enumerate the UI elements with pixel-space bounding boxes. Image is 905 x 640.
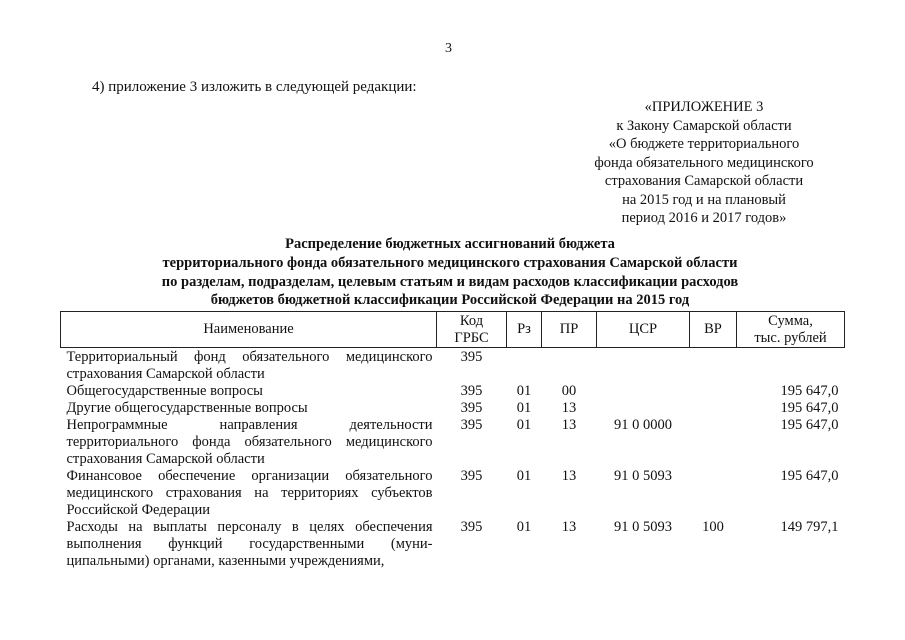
cell-csr: 91 0 5093 — [614, 519, 672, 535]
page-number: 3 — [445, 41, 452, 56]
cell-sum — [737, 348, 845, 384]
cell-rz: 01 — [516, 383, 532, 399]
cell-name: Территориальный фонд обязательного медицинского страхования Самарской области — [66, 349, 433, 382]
header-name: Наименование — [61, 312, 437, 348]
cell-pr: 13 — [561, 468, 577, 484]
cell-vr — [690, 400, 737, 417]
cell-grbs: 395 — [460, 383, 483, 399]
appendix-line: к Закону Самарской области — [616, 117, 792, 134]
cell-csr: 91 0 5093 — [614, 468, 672, 484]
cell-pr: 13 — [561, 519, 577, 535]
table-row — [61, 519, 845, 570]
cell-rz: 01 — [516, 400, 532, 416]
cell-rz: 01 — [516, 519, 532, 535]
appendix-line: «О бюджете территориального — [608, 136, 800, 152]
cell-grbs: 395 — [460, 519, 483, 535]
header-csr: ЦСР — [597, 312, 690, 348]
header-vr: ВР — [690, 312, 737, 348]
appendix-line: период 2016 и 2017 годов» — [621, 210, 787, 226]
cell-rz: 01 — [516, 468, 532, 484]
heading-line: территориального фонда обязательного медицинского страхования Самарской области — [162, 254, 738, 271]
cell-name: Другие общегосударственные вопросы — [66, 400, 308, 416]
intro-text: 4) приложение 3 изложить в следующей редакции: — [92, 79, 417, 95]
cell-pr: 13 — [561, 400, 577, 416]
header-sum-line: тыс. рублей — [754, 329, 827, 346]
table-row — [61, 468, 845, 519]
cell-sum: 195 647,0 — [780, 400, 839, 416]
heading-line: по разделам, подразделам, целевым статьям и видам расходов классификации расходов — [161, 273, 739, 290]
cell-csr: 91 0 0000 — [614, 417, 672, 433]
cell-vr — [690, 417, 737, 468]
cell-name: Общегосударственные вопросы — [66, 383, 263, 399]
header-sum-line: Сумма, — [768, 312, 813, 329]
cell-csr — [597, 383, 690, 400]
cell-sum: 195 647,0 — [780, 468, 839, 484]
table-row — [61, 417, 845, 468]
table-row — [61, 383, 845, 400]
appendix-line: страхования Самарской области — [604, 173, 804, 189]
cell-csr — [597, 400, 690, 417]
cell-name: Непрограммные направления деятельности территориального фонда обязательного медицинского страхования Самарской области — [66, 417, 433, 467]
cell-sum: 195 647,0 — [780, 383, 839, 399]
cell-csr — [597, 348, 690, 384]
cell-name: Финансовое обеспечение организации обязательного медицинского страхования на территориях субъектов Российской Федерации — [66, 468, 433, 518]
header-rz: Рз — [507, 312, 542, 348]
appendix-block — [552, 98, 856, 228]
cell-name: Расходы на выплаты персоналу в целях обеспечения выполнения функций государственными (муни-ципальными) органами, казенными учреждениями, — [66, 519, 433, 569]
heading-line: бюджетов бюджетной классификации Российской Федерации на 2015 год — [210, 292, 690, 309]
table-header-row — [61, 312, 845, 348]
cell-rz — [507, 348, 542, 384]
header-grbs — [437, 312, 507, 348]
budget-table — [60, 311, 845, 570]
header-sum — [737, 312, 845, 348]
appendix-line: «ПРИЛОЖЕНИЕ 3 — [644, 99, 764, 115]
cell-vr — [690, 468, 737, 519]
table-row — [61, 400, 845, 417]
cell-pr: 13 — [561, 417, 577, 433]
cell-grbs: 395 — [460, 468, 483, 484]
cell-grbs: 395 — [460, 400, 483, 416]
cell-vr — [690, 348, 737, 384]
heading-line: Распределение бюджетных ассигнований бюджета — [285, 236, 615, 252]
header-grbs-line: ГРБС — [454, 329, 489, 346]
cell-grbs: 395 — [460, 349, 483, 365]
table-row — [61, 348, 845, 384]
cell-vr: 100 — [702, 519, 724, 535]
cell-grbs: 395 — [460, 417, 483, 433]
cell-pr: 00 — [561, 383, 577, 399]
cell-pr — [542, 348, 597, 384]
cell-vr — [690, 383, 737, 400]
header-grbs-line: Код — [459, 312, 484, 329]
header-pr: ПР — [542, 312, 597, 348]
cell-sum: 195 647,0 — [780, 417, 839, 433]
cell-rz: 01 — [516, 417, 532, 433]
appendix-line: на 2015 год и на плановый — [622, 191, 786, 208]
appendix-line: фонда обязательного медицинского — [594, 154, 814, 171]
cell-sum: 149 797,1 — [780, 519, 839, 535]
document-heading — [100, 235, 800, 310]
